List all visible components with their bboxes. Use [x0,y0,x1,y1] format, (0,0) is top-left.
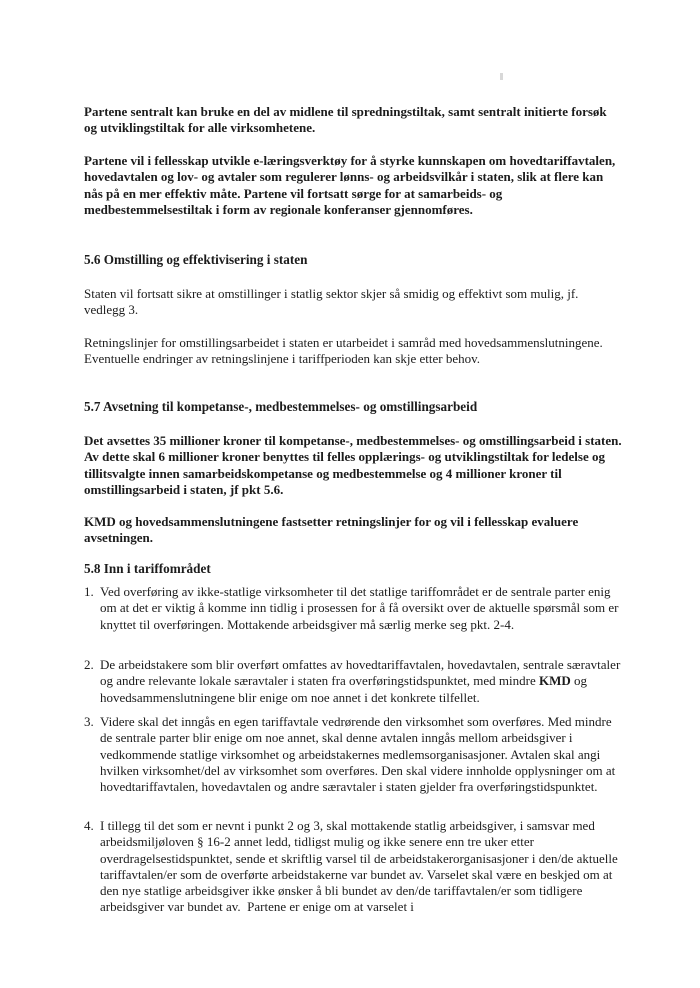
numbered-list-item-1 [84,584,622,633]
list-item-3-number: 3. [84,714,94,729]
intro-paragraph-1: Partene sentralt kan bruke en del av midlene til spredningstiltak, samt sentralt initierte forsøk og utviklingstiltak for alle virksomhetene. [84,104,610,136]
section-5-6-paragraph-2: Retningslinjer for omstillingsarbeidet i staten er utarbeidet i samråd med hovedsammenslutningene. Eventuelle endringer av retningslinjene i tariffperioden kan skje etter behov. [84,335,607,367]
list-item-2-text-after: og hovedsammenslutningene blir enige om noe annet i det konkrete tilfellet. [100,673,591,705]
numbered-list-item-3 [84,714,622,795]
section-5-8-heading: 5.8 Inn i tariffområdet [84,561,211,576]
list-item-1-text: Ved overføring av ikke-statlige virksomheter til det statlige tariffområdet er de sentrale parter enig om at det er viktig å komme inn tidlig i prosessen for å få oversikt over de aktuelle spørsmål som er knyttet til overføringen. Mottakende arbeidsgiver må særlig merke seg pkt. 2-4. [100,584,622,632]
list-item-2-bold-term: KMD [538,673,571,689]
section-5-7-paragraph-2: KMD og hovedsammenslutningene fastsetter retningslinjer for og vil i fellesskap evaluere avsetningen. [84,514,582,546]
scan-artifact-speck [500,73,503,80]
section-5-7-heading: 5.7 Avsetning til kompetanse-, medbestemmelses- og omstillingsarbeid [84,399,478,414]
list-item-1-number: 1. [84,584,94,599]
list-item-4-text: I tillegg til det som er nevnt i punkt 2 og 3, skal mottakende statlig arbeidsgiver, i samsvar med arbeidsmiljøloven § 16-2 annet ledd, tidligst mulig og ikke senere enn tre uker etter overdragelsestidspunktet, sende et skriftlig varsel til de arbeidstakerorganisasjoner i den/de aktuelle tariffavtalen/er som de overførte arbeidstakerne var bundet av. Varselet skal være en beskjed om at den nye statlige arbeidsgiver ikke ønsker å bli bundet av den/de tariffavtalen/er som tidligere arbeidsgiver var bundet av. Partene er enige om at varselet i [100,818,622,915]
list-item-2-number: 2. [84,657,94,672]
list-item-4-number: 4. [84,818,94,833]
list-item-3-text: Videre skal det inngås en egen tariffavtale vedrørende den virksomhet som overføres. Med mindre de sentrale parter blir enige om noe annet, skal denne avtalen inngås mellom arbeidsgiver i vedkommende statlige virksomhet og arbeidstakernes medlemsorganisasjoner. Avtalen skal angi hvilken virksomhet/del av virksomhet som overføres. Den skal videre innholde opplysninger om at hovedtariffavtalen, hovedavtalen og andre særavtaler i staten gjelder fra overføringstidspunktet. [100,714,619,795]
section-5-7-paragraph-1: Det avsettes 35 millioner kroner til kompetanse-, medbestemmelses- og omstillingsarbeid i staten. Av dette skal 6 millioner kroner benyttes til felles opplærings- og utviklingstiltak for ledelse og tillitsvalgte innen samarbeidskompetanse og medbestemmelse og 4 millioner kroner til omstillingsarbeid i staten, jf pkt 5.6. [84,433,628,497]
list-item-2-text-before: De arbeidstakere som blir overført omfattes av hovedtariffavtalen, hovedavtalen, sentrale særavtaler og andre relevante lokale særavtaler i staten fra overføringstidspunktet, med mindre [100,657,624,689]
section-5-6-paragraph-1: Staten vil fortsatt sikre at omstillinger i statlig sektor skjer så smidig og effektivt som mulig, jf. vedlegg 3. [84,286,582,318]
intro-paragraph-2: Partene vil i fellesskap utvikle e-læringsverktøy for å styrke kunnskapen om hovedtariffavtalen, hovedavtalen og lov- og avtaler som regulerer lønns- og arbeidsvilkår i staten, slik at flere kan nås på en mer effektiv måte. Partene vil fortsatt sørge for at samarbeids- og medbestemmelsestiltak i form av regionale konferanser gjennomføres. [84,153,619,217]
section-5-6-heading: 5.6 Omstilling og effektivisering i staten [84,252,308,267]
list-item-2-text [100,657,622,706]
numbered-list-item-2 [84,657,622,706]
numbered-list-item-4 [84,818,622,916]
